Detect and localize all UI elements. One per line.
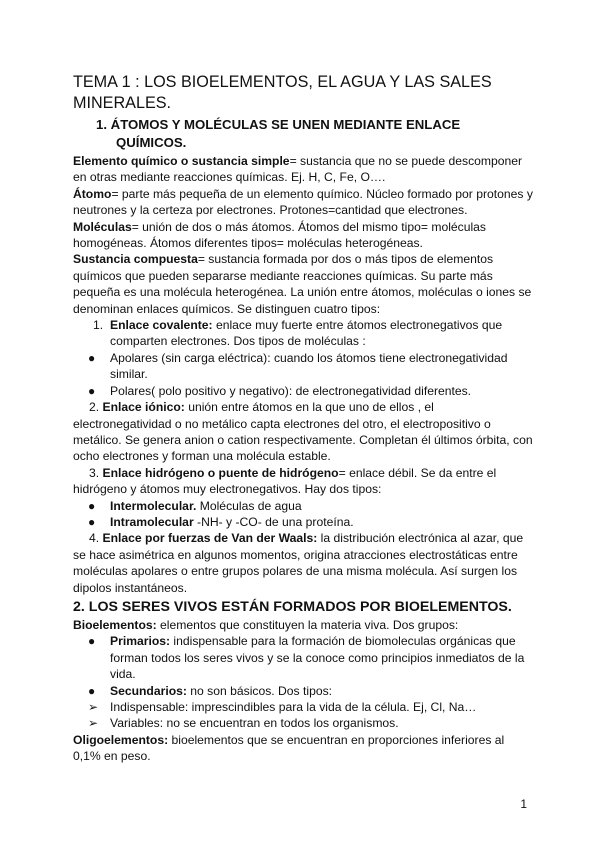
text-primarios: indispensable para la formación de biomoleculas orgánicas que forman todos los seres vivos y se la conoce como principios inmediatos de la vida. xyxy=(110,634,525,682)
term-intermolecular: Intermolecular. xyxy=(110,498,197,513)
arrow-icon: ➢ xyxy=(88,716,99,731)
list-item-van-der-waals xyxy=(73,530,533,596)
text-polares: Polares( polo positivo y negativo): de electronegatividad diferentes. xyxy=(110,383,472,398)
section-2-heading: 2. LOS SERES VIVOS ESTÁN FORMADOS POR BIOELEMENTOS. xyxy=(73,598,512,615)
text-intramolecular: -NH- y -CO- de una proteína. xyxy=(193,514,354,529)
list-item-enlace-covalente xyxy=(73,317,533,350)
bullet-item-primarios xyxy=(73,633,533,682)
text-van-der-waals: la distribución electrónica al azar, que se hace asimétrica en algunos momentos, origina atracciones electrostáticas entre moléculas apolares o entre grupos polares de una misma molécula. Así surgen los dipolos instantáneos. xyxy=(73,531,524,595)
paragraph-bioelementos xyxy=(73,617,533,633)
text-enlace-hidrogeno: = enlace débil. Se da entre el hidrógeno y átomos muy electronegativos. Hay dos tipos: xyxy=(73,465,497,497)
bullet-icon: ● xyxy=(88,350,96,365)
paragraph-atomo xyxy=(73,186,533,219)
section-1-text: ÁTOMOS Y MOLÉCULAS SE UNEN MEDIANTE ENLACE QUÍMICOS. xyxy=(110,117,461,150)
bullet-icon: ● xyxy=(88,383,96,398)
term-intramolecular: Intramolecular xyxy=(110,514,194,529)
term-enlace-hidrogeno: Enlace hidrógeno o puente de hidrógeno xyxy=(102,465,339,480)
bullet-icon: ● xyxy=(88,683,96,698)
text-enlace-covalente: enlace muy fuerte entre átomos electronegativos que comparten electrones. Dos tipos de moléculas : xyxy=(110,318,503,349)
bullet-item-polares xyxy=(73,383,533,399)
section-1-heading xyxy=(73,116,533,152)
text-atomo: = parte más pequeña de un elemento químico. Núcleo formado por protones y neutrones y la certeza por electrones. Protones=cantidad que electrones. xyxy=(73,186,533,218)
bullet-item-secundarios xyxy=(73,683,533,699)
list-item-enlace-hidrogeno xyxy=(73,465,533,498)
text-indispensable: Indispensable: imprescindibles para la vida de la célula. Ej, Cl, Na… xyxy=(110,700,477,714)
term-primarios: Primarios: xyxy=(110,634,171,649)
list-item-enlace-ionico xyxy=(73,399,533,465)
paragraph-moleculas xyxy=(73,219,533,252)
text-apolares: Apolares (sin carga eléctrica): cuando los átomos tiene electronegatividad similar. xyxy=(110,350,508,382)
paragraph-elemento xyxy=(73,153,533,186)
bullet-item-intermolecular xyxy=(73,498,533,514)
list-number: 3. xyxy=(89,465,100,480)
text-oligoelementos: bioelementos que se encuentran en proporciones inferiores al 0,1% en peso. xyxy=(73,732,505,764)
term-moleculas: Moléculas xyxy=(73,219,132,234)
text-bioelementos: elementos que constituyen la materia viva. Dos grupos: xyxy=(156,617,459,632)
text-elemento: = sustancia que no se puede descomponer en otras mediante reacciones químicas. Ej. H, C, Fe, O…. xyxy=(73,154,523,185)
text-secundarios: no son básicos. Dos tipos: xyxy=(186,683,333,698)
term-van-der-waals: Enlace por fuerzas de Van der Waals: xyxy=(102,531,318,546)
paragraph-compuesta xyxy=(73,251,533,317)
document-page xyxy=(73,72,533,765)
list-number: 1. xyxy=(93,318,104,333)
section-1-number: 1. xyxy=(96,117,107,132)
paragraph-oligoelementos xyxy=(73,732,533,765)
term-compuesta: Sustancia compuesta xyxy=(73,252,198,267)
text-variables: Variables: no se encuentran en todos los organismos. xyxy=(110,716,399,731)
arrow-icon: ➢ xyxy=(88,700,99,714)
text-intermolecular: Moléculas de agua xyxy=(196,498,302,513)
bullet-item-apolares xyxy=(73,350,533,383)
term-oligoelementos: Oligoelementos: xyxy=(73,732,169,747)
bullet-item-intramolecular xyxy=(73,514,533,530)
text-compuesta: = sustancia formada por dos o más tipos de elementos químicos que pueden separarse mediante reacciones químicas. Su parte más pequeña es una molécula heterogénea. La unión entre átomos, moléculas o iones se denominan enlaces químicos. Se distinguen cuatro tipos: xyxy=(73,252,532,316)
list-number: 2. xyxy=(89,400,100,415)
text-enlace-ionico: unión entre átomos en la que uno de ellos , el electronegatividad o no metálico capta electrones del otro, el electropositivo o metálico. Se genera anion o cation respectivamente. Completan él últimos órbita, con ocho electrones y forman una molécula estable. xyxy=(73,400,533,464)
page-number: 1 xyxy=(520,797,527,811)
bullet-icon: ● xyxy=(88,634,96,649)
bullet-icon: ● xyxy=(88,498,96,513)
bullet-icon: ● xyxy=(88,514,96,529)
arrow-item-variables xyxy=(73,715,533,731)
term-elemento: Elemento químico o sustancia simple xyxy=(73,154,290,168)
list-number: 4. xyxy=(89,531,100,546)
page-title: TEMA 1 : LOS BIOELEMENTOS, EL AGUA Y LAS SALES MINERALES. xyxy=(73,73,492,112)
term-secundarios: Secundarios: xyxy=(110,683,187,698)
term-enlace-ionico: Enlace iónico: xyxy=(102,400,185,415)
arrow-item-indispensable xyxy=(73,699,533,715)
text-moleculas: = unión de dos o más átomos. Átomos del mismo tipo= moléculas homogéneas. Átomos diferentes tipos= moléculas heterogéneas. xyxy=(73,219,486,251)
term-enlace-covalente: Enlace covalente: xyxy=(110,318,213,333)
term-atomo: Átomo xyxy=(73,186,112,201)
term-bioelementos: Bioelementos: xyxy=(73,617,157,632)
